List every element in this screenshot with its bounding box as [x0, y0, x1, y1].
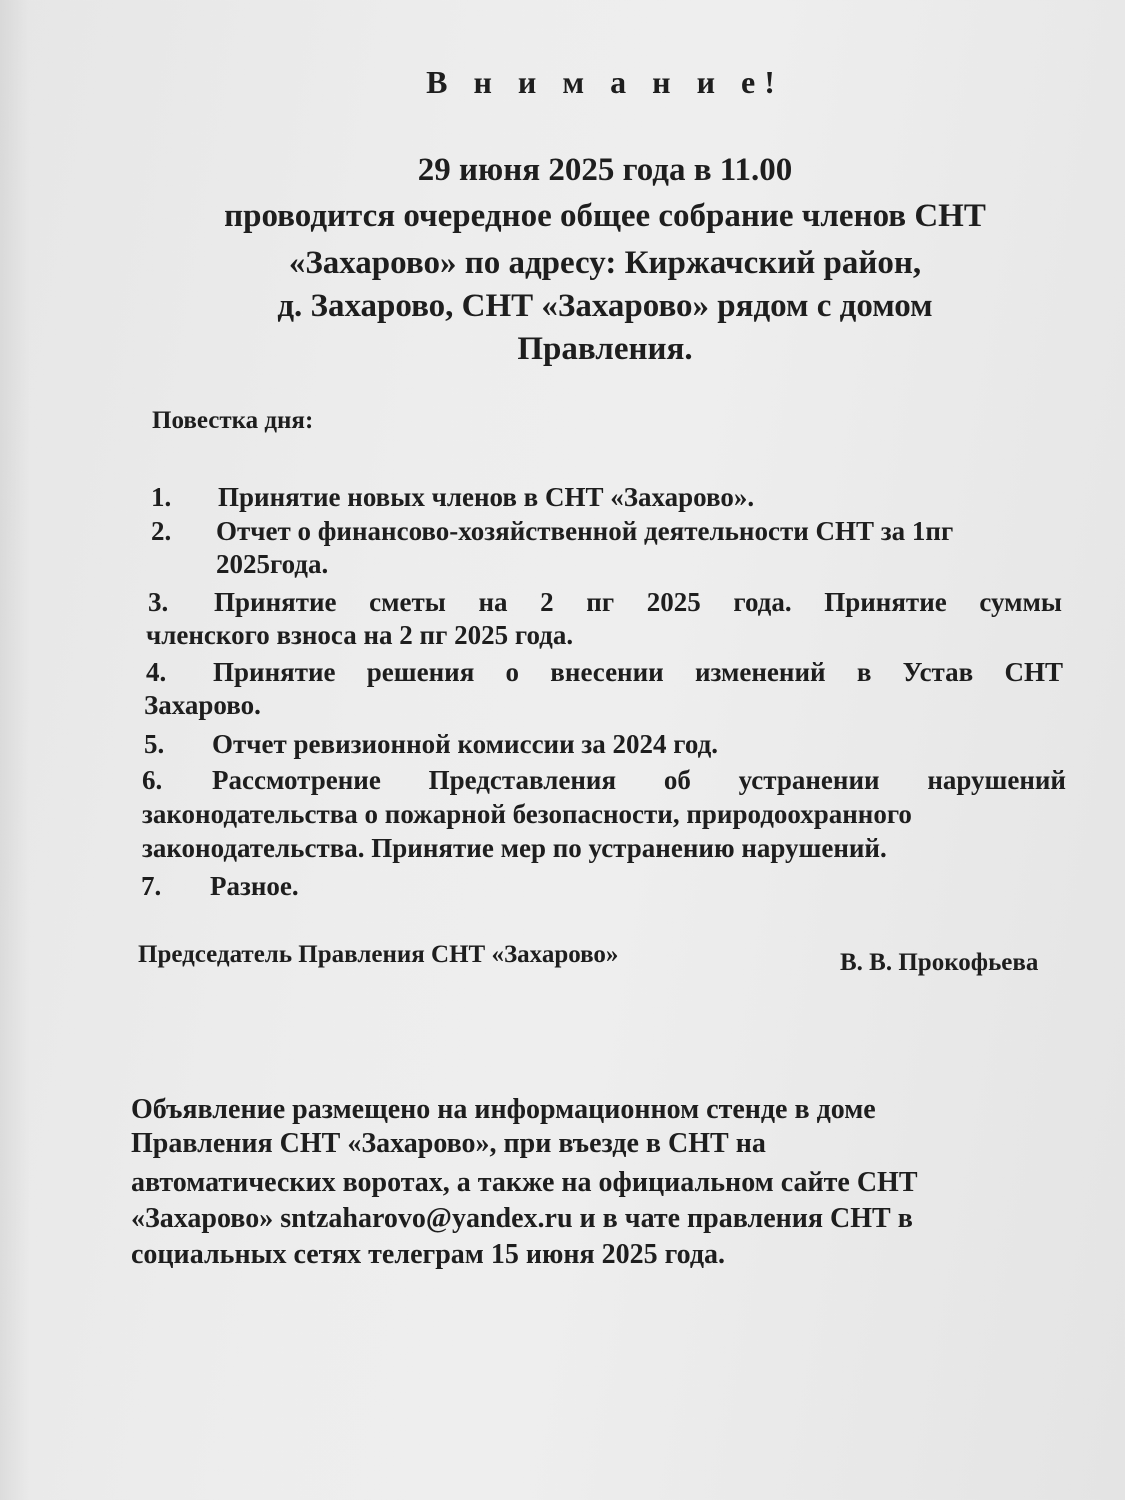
- agenda-item-number: 4.: [146, 657, 167, 687]
- agenda-item-number: 5.: [144, 729, 165, 759]
- meeting-address-line: «Захарово» по адресу: Киржачский район,: [288, 245, 922, 281]
- signature-position: Председатель Правления СНТ «Захарово»: [138, 941, 619, 968]
- meeting-date-line: 29 июня 2025 года в 11.00: [417, 152, 793, 188]
- signature-name: В. В. Прокофьева: [840, 949, 1039, 976]
- agenda-item-number: 1.: [151, 482, 172, 512]
- footer-text-line: Объявление размещено на информационном стенде в доме: [131, 1094, 876, 1125]
- footer-text-line: «Захарово» sntzaharovo@yandex.ru и в чате правления СНТ в: [131, 1203, 913, 1234]
- agenda-item-text: Рассмотрение Представления об устранении нарушений: [212, 765, 1066, 795]
- agenda-item-number: 2.: [151, 516, 172, 546]
- agenda-item-text: законодательства. Принятие мер по устранению нарушений.: [142, 833, 887, 863]
- agenda-item-number: 3.: [148, 587, 169, 617]
- meeting-address-line: Правления.: [517, 331, 693, 367]
- agenda-item: [0, 870, 1125, 904]
- notice-attention-title: В н и м а н и е!: [426, 64, 784, 100]
- agenda-title: Повестка дня:: [152, 407, 314, 434]
- agenda-item-text: Принятие сметы на 2 пг 2025 года. Принятие суммы: [214, 587, 1062, 617]
- agenda-item: [0, 728, 1125, 762]
- agenda-item-text: Принятие решения о внесении изменений в Устав СНТ: [213, 657, 1063, 687]
- agenda-item: [0, 515, 1125, 583]
- agenda-item-text: Разное.: [210, 871, 299, 901]
- footer-text-line: автоматических воротах, а также на официальном сайте СНТ: [131, 1167, 918, 1198]
- footer-text-line: Правления СНТ «Захарово», при въезде в СНТ на: [131, 1128, 766, 1159]
- agenda-item-number: 6.: [142, 765, 163, 795]
- agenda-item-text: Принятие новых членов в СНТ «Захарово».: [218, 482, 755, 512]
- agenda-item-text: Отчет о финансово-хозяйственной деятельности СНТ за 1пг: [216, 516, 954, 546]
- agenda-item: [0, 656, 1125, 724]
- meeting-description-line: проводится очередное общее собрание членов СНТ: [224, 198, 986, 234]
- meeting-address-line: д. Захарово, СНТ «Захарово» рядом с домом: [277, 288, 933, 324]
- footer-text-line: социальных сетях телеграм 15 июня 2025 года.: [131, 1239, 726, 1270]
- agenda-item: [0, 481, 1125, 515]
- agenda-item-number: 7.: [141, 871, 162, 901]
- agenda-item-text: законодательства о пожарной безопасности, природоохранного: [142, 799, 912, 829]
- agenda-item: [0, 764, 1125, 866]
- agenda-item: [0, 586, 1125, 654]
- agenda-item-text: членского взноса на 2 пг 2025 года.: [146, 620, 574, 650]
- agenda-item-text: Захарово.: [144, 690, 261, 720]
- agenda-item-text: Отчет ревизионной комиссии за 2024 год.: [212, 729, 718, 759]
- agenda-item-text: 2025года.: [216, 549, 329, 579]
